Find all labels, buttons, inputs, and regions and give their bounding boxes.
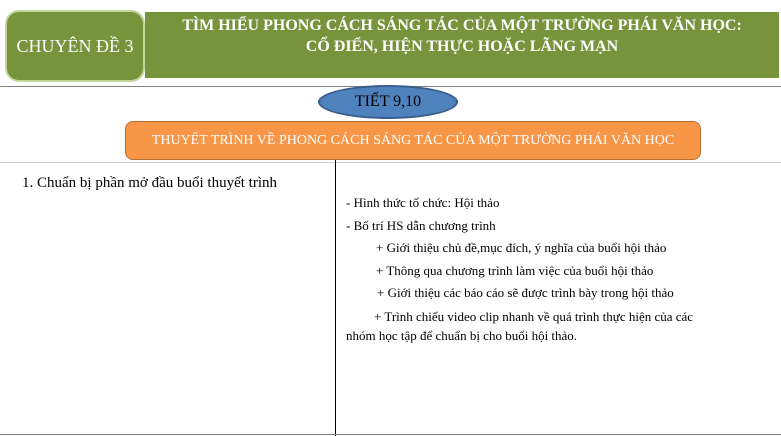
list-item: nhóm học tập để chuẩn bị cho buổi hội thảo. [346,328,578,343]
period-badge [318,85,458,119]
list-item: + Giới thiệu các báo cáo sẽ được trình bày trong hội thảo [377,285,674,300]
section-title-box [125,121,701,160]
topic-label-box [5,10,145,82]
list-item: + Giới thiệu chủ đề,mục đích, ý nghĩa của buổi hội thảo [376,240,667,255]
table-bottom-border [0,434,781,435]
topic-label: CHUYÊN ĐỀ 3 [16,35,134,56]
period-label: TIẾT 9,10 [354,93,422,110]
section-title: THUYẾT TRÌNH VỀ PHONG CÁCH SÁNG TÁC CỦA MỘT TRƯỜNG PHÁI VĂN HỌC [151,132,675,148]
title-line-1: TÌM HIỂU PHONG CÁCH SÁNG TÁC CỦA MỘT TRƯỜNG PHÁI VĂN HỌC: [182,17,742,34]
left-heading: 1. Chuẩn bị phần mở đầu buổi thuyết trình [22,175,277,191]
list-item: - Bố trí HS dẫn chương trình [346,218,496,233]
column-divider [335,160,336,436]
list-item: + Thông qua chương trình làm việc của buổi hội thảo [376,263,654,278]
table-top-border [0,162,781,163]
list-item: - Hình thức tổ chức: Hội thảo [346,195,500,210]
list-item: + Trình chiếu video clip nhanh về quá trình thực hiện của các [374,309,694,324]
title-line-2: CỔ ĐIỂN, HIỆN THỰC HOẶC LÃNG MẠN [305,38,619,55]
title-banner [145,12,779,78]
